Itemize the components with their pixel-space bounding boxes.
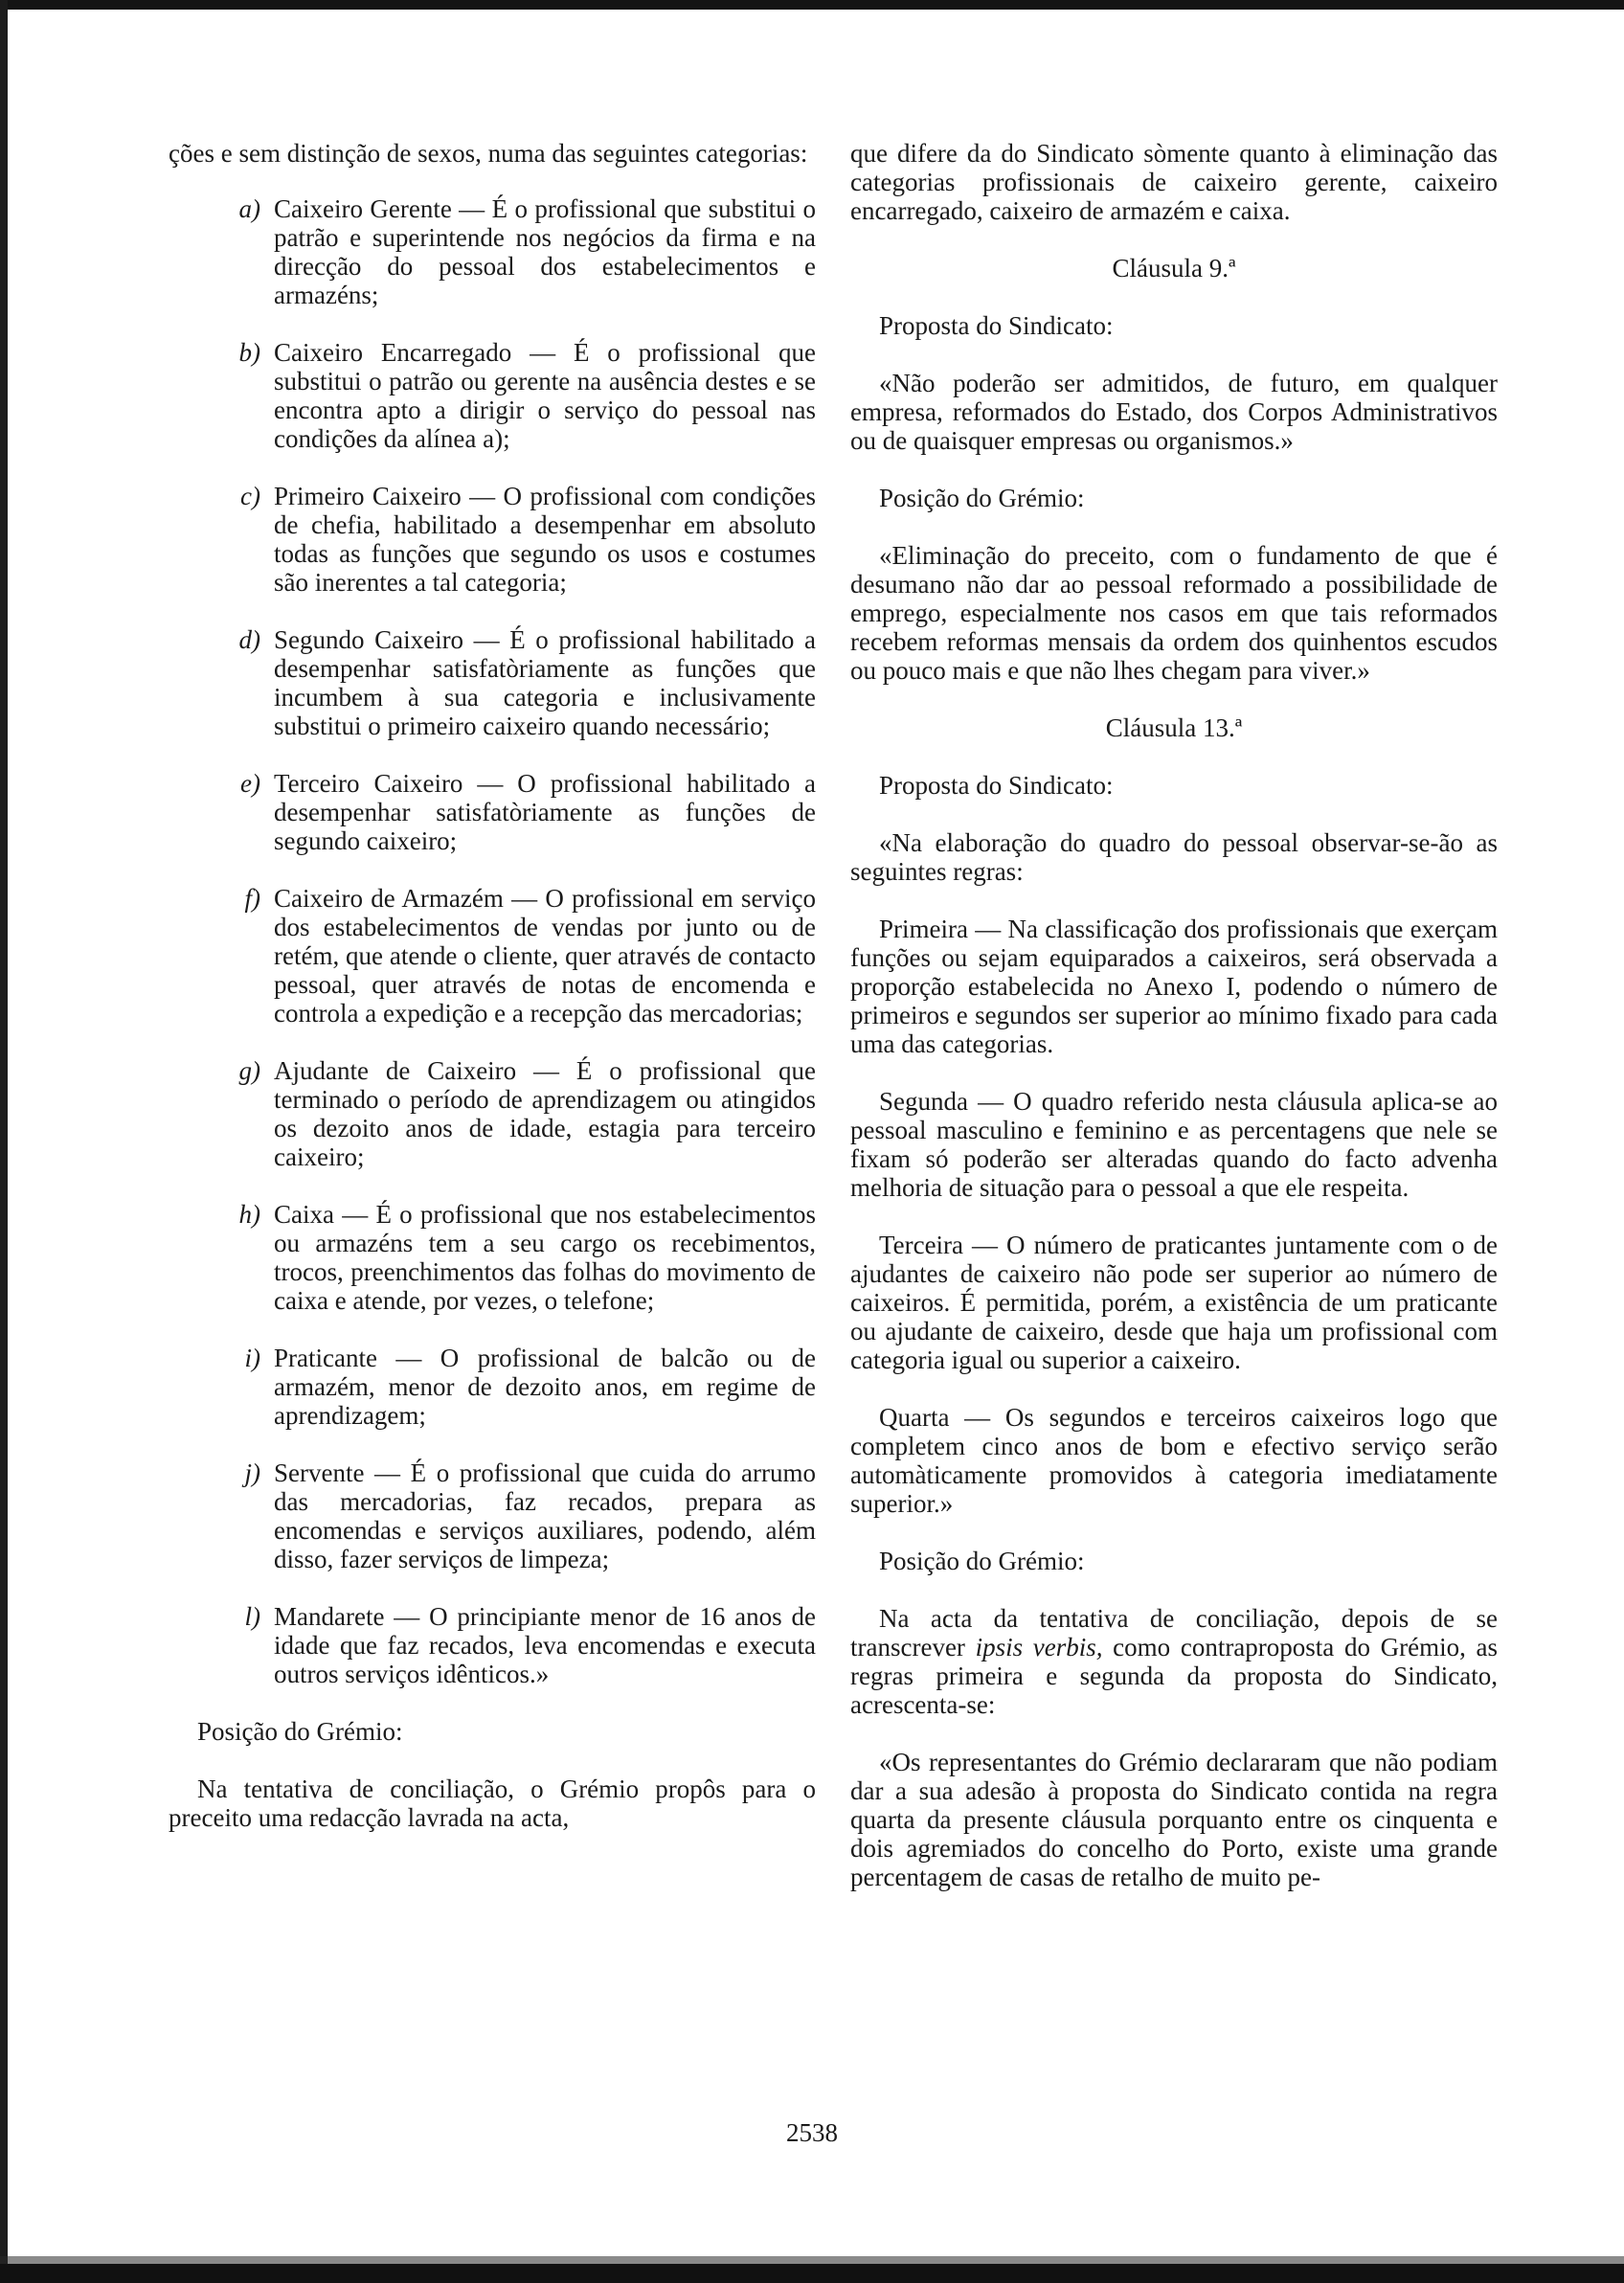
item-text: Praticante — O profissional de balcão ou de armazém, menor de dezoito anos, em regime de aprendizagem; (274, 1344, 816, 1430)
item-text: Mandarete — O principiante menor de 16 anos de idade que faz recados, leva encomendas e executa outros serviços idênticos.» (274, 1602, 816, 1688)
category-item-e (169, 769, 816, 855)
final-quote-paragraph: «Os representantes do Grémio declararam que não podiam dar a sua adesão à proposta do Sindicato contida na regra quarta da presente cláusula porquanto entre os cinquenta e dois agremiados do concelho do Porto, existe uma grande percentagem de casas de retalho de muito pe- (850, 1748, 1498, 1891)
item-label: h) (238, 1200, 260, 1229)
item-label: d) (238, 625, 260, 654)
right-continuation: que difere da do Sindicato sòmente quanto à eliminação das categorias profissionais de caixeiro gerente, caixeiro encarregado, caixeiro de armazém e caixa. (850, 139, 1498, 225)
acta-paragraph (850, 1604, 1498, 1719)
item-text: Caixeiro Gerente — É o profissional que substitui o patrão e superintende nos negócios da firma e na direcção do pessoal dos estabelecimentos e armazéns; (274, 194, 816, 309)
category-item-h (169, 1200, 816, 1315)
clause-13-proposta-heading: Proposta do Sindicato: (879, 771, 1114, 800)
item-text: Terceiro Caixeiro — O profissional habilitado a desempenhar satisfatòriamente as funções de segundo caixeiro; (274, 769, 816, 855)
right-column (850, 139, 1498, 1891)
left-intro: ções e sem distinção de sexos, numa das seguintes categorias: (169, 139, 808, 168)
rule-quarta: Quarta — Os segundos e terceiros caixeiros logo que completem cinco anos de bom e efectivo serviço serão automàticamente promovidos à categoria imediatamente superior.» (850, 1403, 1498, 1518)
category-item-j (169, 1458, 816, 1573)
clause-9-posicao-heading: Posição do Grémio: (879, 484, 1085, 512)
item-label: a) (238, 194, 260, 223)
acta-text-before: Na acta da tentativa de conciliação, depois de se transcrever (850, 1604, 1498, 1661)
acta-text-after: como contraproposta do Grémio, as regras primeira e segunda da proposta do Sindicato, acrescenta-se: (850, 1633, 1498, 1719)
item-label: b) (238, 338, 260, 367)
posicao-gremio-heading: Posição do Grémio: (197, 1717, 403, 1746)
clause-13-posicao-heading: Posição do Grémio: (879, 1547, 1085, 1575)
clause-9-posicao-text: «Eliminação do preceito, com o fundamento de que é desumano não dar ao pessoal reformado a possibilidade de emprego, especialmente nos casos em que tais reformados recebem reformas mensais da ordem dos quinhentos escudos ou pouco mais e que não lhes chegam para viver.» (850, 541, 1498, 685)
rule-primeira: Primeira — Na classificação dos profissionais que exerçam funções ou sejam equiparados a caixeiros, será observada a proporção estabelecida no Anexo I, podendo o número de primeiros e segundos ser superior ao mínimo fixado para cada uma das categorias. (850, 915, 1498, 1058)
scan-left-border (0, 0, 8, 2283)
clause-9-proposta-heading: Proposta do Sindicato: (879, 311, 1114, 340)
category-item-c (169, 482, 816, 597)
item-label: g) (238, 1056, 260, 1085)
item-text: Segundo Caixeiro — É o profissional habilitado a desempenhar satisfatòriamente as funções que incumbem à sua categoria e inclusivamente substitui o primeiro caixeiro quando necessário; (274, 625, 816, 740)
left-closing-paragraph: Na tentativa de conciliação, o Grémio propôs para o preceito uma redacção lavrada na acta, (169, 1774, 816, 1832)
item-text: Caixa — É o profissional que nos estabelecimentos ou armazéns tem a seu cargo os recebimentos, trocos, preenchimentos das folhas do movimento de caixa e atende, por vezes, o telefone; (274, 1200, 816, 1315)
item-label: j) (244, 1458, 260, 1487)
clause-9-proposta-text: «Não poderão ser admitidos, de futuro, em qualquer empresa, reformados do Estado, dos Corpos Administrativos ou de quaisquer empresas ou organismos.» (850, 369, 1498, 455)
item-label: f) (244, 884, 260, 913)
rule-segunda: Segunda — O quadro referido nesta cláusula aplica-se ao pessoal masculino e feminino e as percentagens que nele se fixam só poderão ser alteradas quando do facto advenha melhoria de situação para o pessoal a que ele respeita. (850, 1087, 1498, 1202)
category-item-a (169, 194, 816, 309)
clause-9-title: Cláusula 9.ª (1112, 254, 1236, 283)
category-item-b (169, 338, 816, 453)
item-label: c) (240, 482, 260, 510)
item-label: e) (240, 769, 260, 798)
item-text: Primeiro Caixeiro — O profissional com condições de chefia, habilitado a desempenhar em absoluto todas as funções que segundo os usos e costumes são inerentes a tal categoria; (274, 482, 816, 597)
item-text: Caixeiro de Armazém — O profissional em serviço dos estabelecimentos de vendas por junto ou de retém, que atende o cliente, quer através de contacto pessoal, quer através de notas de encomenda e controla a expedição e a recepção das mercadorias; (274, 884, 816, 1028)
category-item-i (169, 1344, 816, 1430)
rule-terceira: Terceira — O número de praticantes juntamente com o de ajudantes de caixeiro não pode ser superior ao número de caixeiros. É permitida, porém, a existência de um praticante ou ajudante de caixeiro, desde que haja um profissional com categoria igual ou superior a caixeiro. (850, 1231, 1498, 1374)
acta-italic-phrase: ipsis verbis, (975, 1633, 1103, 1661)
scan-top-border (0, 0, 1624, 10)
page-number: 2538 (786, 2118, 838, 2147)
left-column (169, 139, 816, 1832)
clause-13-intro: «Na elaboração do quadro do pessoal observar-se-ão as seguintes regras: (850, 828, 1498, 886)
category-item-d (169, 625, 816, 740)
item-text: Caixeiro Encarregado — É o profissional que substitui o patrão ou gerente na ausência destes e se encontra apto a dirigir o serviço do pessoal nas condições da alínea a); (274, 338, 816, 453)
category-item-f (169, 884, 816, 1028)
scan-bottom-shadow (0, 2256, 1624, 2264)
item-text: Servente — É o profissional que cuida do arrumo das mercadorias, faz recados, prepara as encomendas e serviços auxiliares, podendo, além disso, fazer serviços de limpeza; (274, 1458, 816, 1573)
category-item-l (169, 1602, 816, 1688)
item-label: i) (244, 1344, 260, 1372)
category-item-g (169, 1056, 816, 1171)
clause-13-title: Cláusula 13.ª (1105, 713, 1243, 742)
item-label: l) (244, 1602, 260, 1631)
scan-bottom-border (0, 2264, 1624, 2283)
item-text: Ajudante de Caixeiro — É o profissional que terminado o período de aprendizagem ou atingidos os dezoito anos de idade, estagia para terceiro caixeiro; (274, 1056, 816, 1171)
